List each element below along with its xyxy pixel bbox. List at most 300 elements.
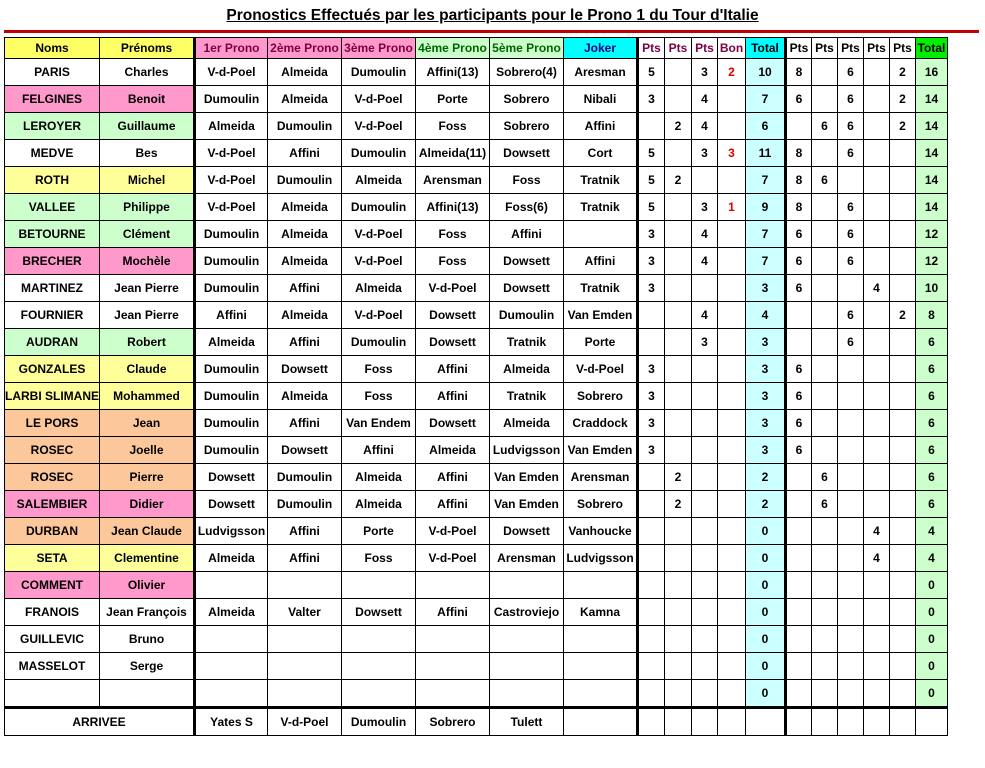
prenom-cell[interactable]: Clément xyxy=(100,221,195,248)
final-total-cell[interactable]: 0 xyxy=(916,680,948,708)
pts-cell[interactable] xyxy=(812,194,838,221)
prono-cell[interactable]: Dumoulin xyxy=(195,275,268,302)
prono-cell[interactable] xyxy=(342,680,416,708)
empty-cell[interactable] xyxy=(838,708,864,736)
pts-cell[interactable]: 8 xyxy=(786,167,812,194)
total-cell[interactable]: 3 xyxy=(746,437,786,464)
empty-cell[interactable] xyxy=(692,708,718,736)
prono-cell[interactable] xyxy=(342,653,416,680)
prono-cell[interactable]: Affini(13) xyxy=(416,194,490,221)
prono-cell[interactable] xyxy=(416,680,490,708)
prono-cell[interactable]: Affini xyxy=(490,221,564,248)
prenom-cell[interactable]: Claude xyxy=(100,356,195,383)
prono-cell[interactable]: Foss xyxy=(342,356,416,383)
prono-cell[interactable]: Affini xyxy=(416,464,490,491)
empty-cell[interactable] xyxy=(746,708,786,736)
pts-cell[interactable] xyxy=(864,329,890,356)
pts-cell[interactable]: 6 xyxy=(786,86,812,113)
prenom-cell[interactable]: Bes xyxy=(100,140,195,167)
pts-cell[interactable] xyxy=(638,626,665,653)
pts-cell[interactable]: 6 xyxy=(838,86,864,113)
prono-cell[interactable]: Foss(6) xyxy=(490,194,564,221)
prono-cell[interactable]: Almeida xyxy=(342,464,416,491)
joker-cell[interactable]: Sobrero xyxy=(564,491,638,518)
pts-cell[interactable] xyxy=(665,545,692,572)
joker-cell[interactable]: Kamna xyxy=(564,599,638,626)
prenom-cell[interactable] xyxy=(100,680,195,708)
prenom-cell[interactable]: Charles xyxy=(100,59,195,86)
prono-cell[interactable]: V-d-Poel xyxy=(195,194,268,221)
pts-cell[interactable]: 6 xyxy=(812,113,838,140)
final-total-cell[interactable]: 14 xyxy=(916,167,948,194)
total-cell[interactable]: 0 xyxy=(746,572,786,599)
final-total-cell[interactable]: 16 xyxy=(916,59,948,86)
total-cell[interactable]: 3 xyxy=(746,383,786,410)
pts-cell[interactable] xyxy=(692,356,718,383)
prenom-cell[interactable]: Guillaume xyxy=(100,113,195,140)
pts-cell[interactable]: 3 xyxy=(692,194,718,221)
pts-cell[interactable] xyxy=(786,302,812,329)
pts-cell[interactable]: 3 xyxy=(638,275,665,302)
pts-cell[interactable] xyxy=(890,464,916,491)
pts-cell[interactable]: 5 xyxy=(638,140,665,167)
pts-cell[interactable] xyxy=(692,626,718,653)
prono-cell[interactable] xyxy=(416,626,490,653)
prono-cell[interactable]: Dumoulin xyxy=(268,491,342,518)
pts-cell[interactable] xyxy=(665,329,692,356)
pts-cell[interactable] xyxy=(812,221,838,248)
prono-cell[interactable]: Porte xyxy=(416,86,490,113)
pts-cell[interactable] xyxy=(864,680,890,708)
pts-cell[interactable]: 4 xyxy=(692,221,718,248)
prono-cell[interactable]: Dumoulin xyxy=(195,410,268,437)
pts-cell[interactable]: 3 xyxy=(692,329,718,356)
pts-cell[interactable] xyxy=(890,221,916,248)
pts-cell[interactable]: 3 xyxy=(692,140,718,167)
total-cell[interactable]: 9 xyxy=(746,194,786,221)
pts-cell[interactable] xyxy=(692,437,718,464)
prono-cell[interactable] xyxy=(342,572,416,599)
total-cell[interactable]: 6 xyxy=(746,113,786,140)
prono-cell[interactable] xyxy=(268,572,342,599)
prono-cell[interactable] xyxy=(195,653,268,680)
header-cell[interactable]: Total xyxy=(916,38,948,59)
pts-cell[interactable] xyxy=(638,599,665,626)
prono-cell[interactable]: Almeida xyxy=(268,194,342,221)
header-cell[interactable]: Noms xyxy=(5,38,100,59)
bonus-cell[interactable] xyxy=(718,491,746,518)
header-cell[interactable]: Pts xyxy=(786,38,812,59)
pts-cell[interactable] xyxy=(665,86,692,113)
pts-cell[interactable]: 5 xyxy=(638,59,665,86)
joker-cell[interactable] xyxy=(564,221,638,248)
prenom-cell[interactable]: Mochèle xyxy=(100,248,195,275)
joker-cell[interactable] xyxy=(564,653,638,680)
total-cell[interactable]: 0 xyxy=(746,680,786,708)
pts-cell[interactable] xyxy=(838,545,864,572)
arrivee-prono-cell[interactable]: V-d-Poel xyxy=(268,708,342,736)
prono-cell[interactable]: Ludvigsson xyxy=(195,518,268,545)
pts-cell[interactable] xyxy=(838,275,864,302)
pts-cell[interactable] xyxy=(838,464,864,491)
joker-cell[interactable]: Cort xyxy=(564,140,638,167)
pts-cell[interactable]: 6 xyxy=(838,59,864,86)
header-cell[interactable]: Pts xyxy=(838,38,864,59)
bonus-cell[interactable] xyxy=(718,464,746,491)
bonus-cell[interactable] xyxy=(718,545,746,572)
bonus-cell[interactable] xyxy=(718,626,746,653)
prono-cell[interactable]: Dowsett xyxy=(195,464,268,491)
prono-cell[interactable]: Foss xyxy=(416,113,490,140)
bonus-cell[interactable] xyxy=(718,599,746,626)
total-cell[interactable]: 7 xyxy=(746,167,786,194)
empty-cell[interactable] xyxy=(864,708,890,736)
prono-cell[interactable] xyxy=(416,653,490,680)
pts-cell[interactable] xyxy=(812,653,838,680)
pts-cell[interactable] xyxy=(692,545,718,572)
final-total-cell[interactable]: 14 xyxy=(916,86,948,113)
pts-cell[interactable]: 6 xyxy=(786,221,812,248)
final-total-cell[interactable]: 10 xyxy=(916,275,948,302)
pts-cell[interactable] xyxy=(864,86,890,113)
pts-cell[interactable]: 2 xyxy=(890,113,916,140)
prono-cell[interactable]: Dowsett xyxy=(490,140,564,167)
header-cell[interactable]: Joker xyxy=(564,38,638,59)
prono-cell[interactable]: Almeida xyxy=(268,302,342,329)
prenom-cell[interactable]: Bruno xyxy=(100,626,195,653)
prono-cell[interactable]: Dowsett xyxy=(416,302,490,329)
pts-cell[interactable] xyxy=(890,626,916,653)
prono-cell[interactable]: Foss xyxy=(416,221,490,248)
bonus-cell[interactable] xyxy=(718,113,746,140)
total-cell[interactable]: 11 xyxy=(746,140,786,167)
pts-cell[interactable] xyxy=(786,680,812,708)
prono-cell[interactable]: Dumoulin xyxy=(490,302,564,329)
bonus-cell[interactable] xyxy=(718,356,746,383)
pts-cell[interactable]: 2 xyxy=(665,464,692,491)
prono-cell[interactable] xyxy=(490,653,564,680)
pts-cell[interactable] xyxy=(692,410,718,437)
nom-cell[interactable]: GUILLEVIC xyxy=(5,626,100,653)
pts-cell[interactable] xyxy=(838,572,864,599)
pts-cell[interactable] xyxy=(864,302,890,329)
bonus-cell[interactable]: 1 xyxy=(718,194,746,221)
bonus-cell[interactable] xyxy=(718,437,746,464)
prenom-cell[interactable]: Serge xyxy=(100,653,195,680)
nom-cell[interactable]: LE PORS xyxy=(5,410,100,437)
pts-cell[interactable]: 6 xyxy=(838,329,864,356)
prono-cell[interactable]: Sobrero xyxy=(490,113,564,140)
pts-cell[interactable] xyxy=(864,167,890,194)
prono-cell[interactable]: V-d-Poel xyxy=(416,275,490,302)
header-cell[interactable]: 4ème Prono xyxy=(416,38,490,59)
pts-cell[interactable] xyxy=(890,194,916,221)
pts-cell[interactable] xyxy=(864,464,890,491)
pts-cell[interactable] xyxy=(638,518,665,545)
empty-cell[interactable] xyxy=(638,708,665,736)
empty-cell[interactable] xyxy=(718,708,746,736)
total-cell[interactable]: 7 xyxy=(746,86,786,113)
prono-cell[interactable]: Valter xyxy=(268,599,342,626)
pts-cell[interactable]: 5 xyxy=(638,194,665,221)
prono-cell[interactable]: Almeida xyxy=(195,545,268,572)
pts-cell[interactable] xyxy=(812,626,838,653)
pts-cell[interactable] xyxy=(812,59,838,86)
header-cell[interactable]: Pts xyxy=(812,38,838,59)
prono-cell[interactable]: Affini xyxy=(268,518,342,545)
bonus-cell[interactable] xyxy=(718,221,746,248)
header-cell[interactable]: 2ème Prono xyxy=(268,38,342,59)
header-cell[interactable]: 5ème Prono xyxy=(490,38,564,59)
prono-cell[interactable]: Affini xyxy=(268,545,342,572)
pts-cell[interactable] xyxy=(864,491,890,518)
pts-cell[interactable]: 6 xyxy=(838,302,864,329)
pts-cell[interactable] xyxy=(812,86,838,113)
pts-cell[interactable] xyxy=(638,572,665,599)
final-total-cell[interactable]: 4 xyxy=(916,518,948,545)
prono-cell[interactable]: Affini xyxy=(416,599,490,626)
bonus-cell[interactable] xyxy=(718,680,746,708)
prono-cell[interactable]: Dowsett xyxy=(490,275,564,302)
prono-cell[interactable]: Almeida xyxy=(416,437,490,464)
prono-cell[interactable]: V-d-Poel xyxy=(195,140,268,167)
pts-cell[interactable] xyxy=(812,383,838,410)
pts-cell[interactable] xyxy=(812,356,838,383)
pts-cell[interactable] xyxy=(890,599,916,626)
pts-cell[interactable] xyxy=(665,599,692,626)
pts-cell[interactable] xyxy=(890,275,916,302)
pts-cell[interactable] xyxy=(665,572,692,599)
prono-cell[interactable]: Foss xyxy=(416,248,490,275)
pts-cell[interactable] xyxy=(838,680,864,708)
prono-cell[interactable]: Almeida xyxy=(195,329,268,356)
pts-cell[interactable] xyxy=(638,680,665,708)
pts-cell[interactable] xyxy=(864,653,890,680)
pts-cell[interactable]: 4 xyxy=(692,86,718,113)
pts-cell[interactable]: 3 xyxy=(638,248,665,275)
pts-cell[interactable] xyxy=(786,653,812,680)
prono-cell[interactable] xyxy=(268,626,342,653)
bonus-cell[interactable] xyxy=(718,572,746,599)
prono-cell[interactable]: V-d-Poel xyxy=(342,302,416,329)
pts-cell[interactable] xyxy=(890,248,916,275)
prono-cell[interactable] xyxy=(342,626,416,653)
prono-cell[interactable]: Dowsett xyxy=(268,356,342,383)
joker-cell[interactable]: Van Emden xyxy=(564,437,638,464)
pts-cell[interactable] xyxy=(890,491,916,518)
prono-cell[interactable]: Sobrero(4) xyxy=(490,59,564,86)
prono-cell[interactable]: Dumoulin xyxy=(195,221,268,248)
joker-cell[interactable]: Arensman xyxy=(564,464,638,491)
bonus-cell[interactable] xyxy=(718,302,746,329)
prono-cell[interactable]: Affini(13) xyxy=(416,59,490,86)
prenom-cell[interactable]: Michel xyxy=(100,167,195,194)
final-total-cell[interactable]: 14 xyxy=(916,113,948,140)
pts-cell[interactable]: 2 xyxy=(665,113,692,140)
nom-cell[interactable]: ROSEC xyxy=(5,464,100,491)
pts-cell[interactable] xyxy=(786,518,812,545)
pts-cell[interactable]: 6 xyxy=(812,464,838,491)
empty-cell[interactable] xyxy=(890,708,916,736)
pts-cell[interactable] xyxy=(638,491,665,518)
prono-cell[interactable]: Foss xyxy=(490,167,564,194)
joker-cell[interactable]: Nibali xyxy=(564,86,638,113)
prono-cell[interactable]: Dumoulin xyxy=(195,248,268,275)
total-cell[interactable]: 0 xyxy=(746,626,786,653)
pts-cell[interactable] xyxy=(838,356,864,383)
nom-cell[interactable]: MEDVE xyxy=(5,140,100,167)
pts-cell[interactable] xyxy=(665,302,692,329)
prono-cell[interactable] xyxy=(195,572,268,599)
pts-cell[interactable]: 2 xyxy=(890,59,916,86)
joker-cell[interactable]: Affini xyxy=(564,113,638,140)
pts-cell[interactable] xyxy=(786,464,812,491)
bonus-cell[interactable] xyxy=(718,248,746,275)
pts-cell[interactable]: 4 xyxy=(864,545,890,572)
pts-cell[interactable]: 6 xyxy=(786,410,812,437)
pts-cell[interactable]: 3 xyxy=(638,437,665,464)
pts-cell[interactable] xyxy=(864,59,890,86)
final-total-cell[interactable]: 6 xyxy=(916,437,948,464)
prono-cell[interactable]: Tratnik xyxy=(490,383,564,410)
pts-cell[interactable]: 6 xyxy=(812,167,838,194)
prono-cell[interactable]: Almeida xyxy=(268,383,342,410)
prono-cell[interactable] xyxy=(416,572,490,599)
prono-cell[interactable]: Almeida(11) xyxy=(416,140,490,167)
prenom-cell[interactable]: Jean François xyxy=(100,599,195,626)
pts-cell[interactable]: 4 xyxy=(864,518,890,545)
nom-cell[interactable]: FRANOIS xyxy=(5,599,100,626)
pts-cell[interactable] xyxy=(890,167,916,194)
pts-cell[interactable] xyxy=(838,167,864,194)
bonus-cell[interactable] xyxy=(718,518,746,545)
pts-cell[interactable] xyxy=(638,302,665,329)
prono-cell[interactable]: Almeida xyxy=(195,599,268,626)
pts-cell[interactable]: 6 xyxy=(838,248,864,275)
prono-cell[interactable] xyxy=(490,680,564,708)
nom-cell[interactable]: LEROYER xyxy=(5,113,100,140)
pts-cell[interactable]: 2 xyxy=(665,167,692,194)
nom-cell[interactable]: BRECHER xyxy=(5,248,100,275)
empty-cell[interactable] xyxy=(564,708,638,736)
pts-cell[interactable]: 8 xyxy=(786,140,812,167)
prono-cell[interactable]: Dowsett xyxy=(490,248,564,275)
pts-cell[interactable] xyxy=(838,491,864,518)
pts-cell[interactable] xyxy=(812,410,838,437)
nom-cell[interactable]: COMMENT xyxy=(5,572,100,599)
joker-cell[interactable]: Tratnik xyxy=(564,194,638,221)
prono-cell[interactable]: Dumoulin xyxy=(195,437,268,464)
bonus-cell[interactable] xyxy=(718,167,746,194)
pts-cell[interactable] xyxy=(638,329,665,356)
prenom-cell[interactable]: Olivier xyxy=(100,572,195,599)
pts-cell[interactable] xyxy=(864,437,890,464)
pts-cell[interactable] xyxy=(890,140,916,167)
prono-cell[interactable]: V-d-Poel xyxy=(342,86,416,113)
pts-cell[interactable] xyxy=(665,356,692,383)
pts-cell[interactable] xyxy=(786,545,812,572)
prono-cell[interactable]: Almeida xyxy=(490,356,564,383)
joker-cell[interactable]: Sobrero xyxy=(564,383,638,410)
pts-cell[interactable] xyxy=(665,437,692,464)
final-total-cell[interactable]: 6 xyxy=(916,491,948,518)
prono-cell[interactable]: Almeida xyxy=(195,113,268,140)
bonus-cell[interactable] xyxy=(718,329,746,356)
pts-cell[interactable]: 4 xyxy=(864,275,890,302)
pts-cell[interactable]: 6 xyxy=(838,221,864,248)
pts-cell[interactable]: 6 xyxy=(786,437,812,464)
prono-cell[interactable]: Almeida xyxy=(342,275,416,302)
final-total-cell[interactable]: 6 xyxy=(916,356,948,383)
prono-cell[interactable]: V-d-Poel xyxy=(195,59,268,86)
joker-cell[interactable]: Van Emden xyxy=(564,302,638,329)
prenom-cell[interactable]: Jean Claude xyxy=(100,518,195,545)
header-cell[interactable]: Prénoms xyxy=(100,38,195,59)
prono-cell[interactable]: Dumoulin xyxy=(342,329,416,356)
pts-cell[interactable]: 3 xyxy=(638,221,665,248)
header-cell[interactable]: Total xyxy=(746,38,786,59)
prono-cell[interactable]: Porte xyxy=(342,518,416,545)
pts-cell[interactable]: 2 xyxy=(890,86,916,113)
pts-cell[interactable] xyxy=(864,140,890,167)
prono-cell[interactable]: Dowsett xyxy=(490,518,564,545)
pts-cell[interactable] xyxy=(665,653,692,680)
joker-cell[interactable]: Ludvigsson xyxy=(564,545,638,572)
prono-cell[interactable]: Affini xyxy=(268,275,342,302)
total-cell[interactable]: 0 xyxy=(746,599,786,626)
prono-cell[interactable]: Almeida xyxy=(342,167,416,194)
final-total-cell[interactable]: 6 xyxy=(916,383,948,410)
nom-cell[interactable]: SETA xyxy=(5,545,100,572)
pts-cell[interactable]: 4 xyxy=(692,113,718,140)
prono-cell[interactable]: Arensman xyxy=(490,545,564,572)
pts-cell[interactable] xyxy=(890,329,916,356)
prenom-cell[interactable]: Mohammed xyxy=(100,383,195,410)
prono-cell[interactable] xyxy=(490,572,564,599)
pts-cell[interactable] xyxy=(692,653,718,680)
pts-cell[interactable] xyxy=(890,356,916,383)
pts-cell[interactable] xyxy=(786,491,812,518)
pts-cell[interactable] xyxy=(838,410,864,437)
final-total-cell[interactable]: 0 xyxy=(916,599,948,626)
pts-cell[interactable] xyxy=(665,410,692,437)
total-cell[interactable]: 0 xyxy=(746,518,786,545)
pts-cell[interactable]: 6 xyxy=(838,140,864,167)
prono-cell[interactable]: Van Emden xyxy=(490,464,564,491)
prono-cell[interactable]: Affini xyxy=(342,437,416,464)
prono-cell[interactable]: Van Emden xyxy=(490,491,564,518)
pts-cell[interactable] xyxy=(890,383,916,410)
joker-cell[interactable]: Tratnik xyxy=(564,167,638,194)
prono-cell[interactable] xyxy=(268,653,342,680)
pts-cell[interactable] xyxy=(864,248,890,275)
final-total-cell[interactable]: 0 xyxy=(916,572,948,599)
prono-cell[interactable]: Affini xyxy=(268,140,342,167)
prono-cell[interactable] xyxy=(268,680,342,708)
nom-cell[interactable]: BETOURNE xyxy=(5,221,100,248)
bonus-cell[interactable] xyxy=(718,275,746,302)
pts-cell[interactable] xyxy=(864,383,890,410)
pts-cell[interactable] xyxy=(692,572,718,599)
final-total-cell[interactable]: 6 xyxy=(916,464,948,491)
prono-cell[interactable]: Dowsett xyxy=(195,491,268,518)
final-total-cell[interactable]: 0 xyxy=(916,653,948,680)
total-cell[interactable]: 3 xyxy=(746,329,786,356)
pts-cell[interactable] xyxy=(890,653,916,680)
nom-cell[interactable]: ROSEC xyxy=(5,437,100,464)
nom-cell[interactable]: GONZALES xyxy=(5,356,100,383)
pts-cell[interactable] xyxy=(692,167,718,194)
